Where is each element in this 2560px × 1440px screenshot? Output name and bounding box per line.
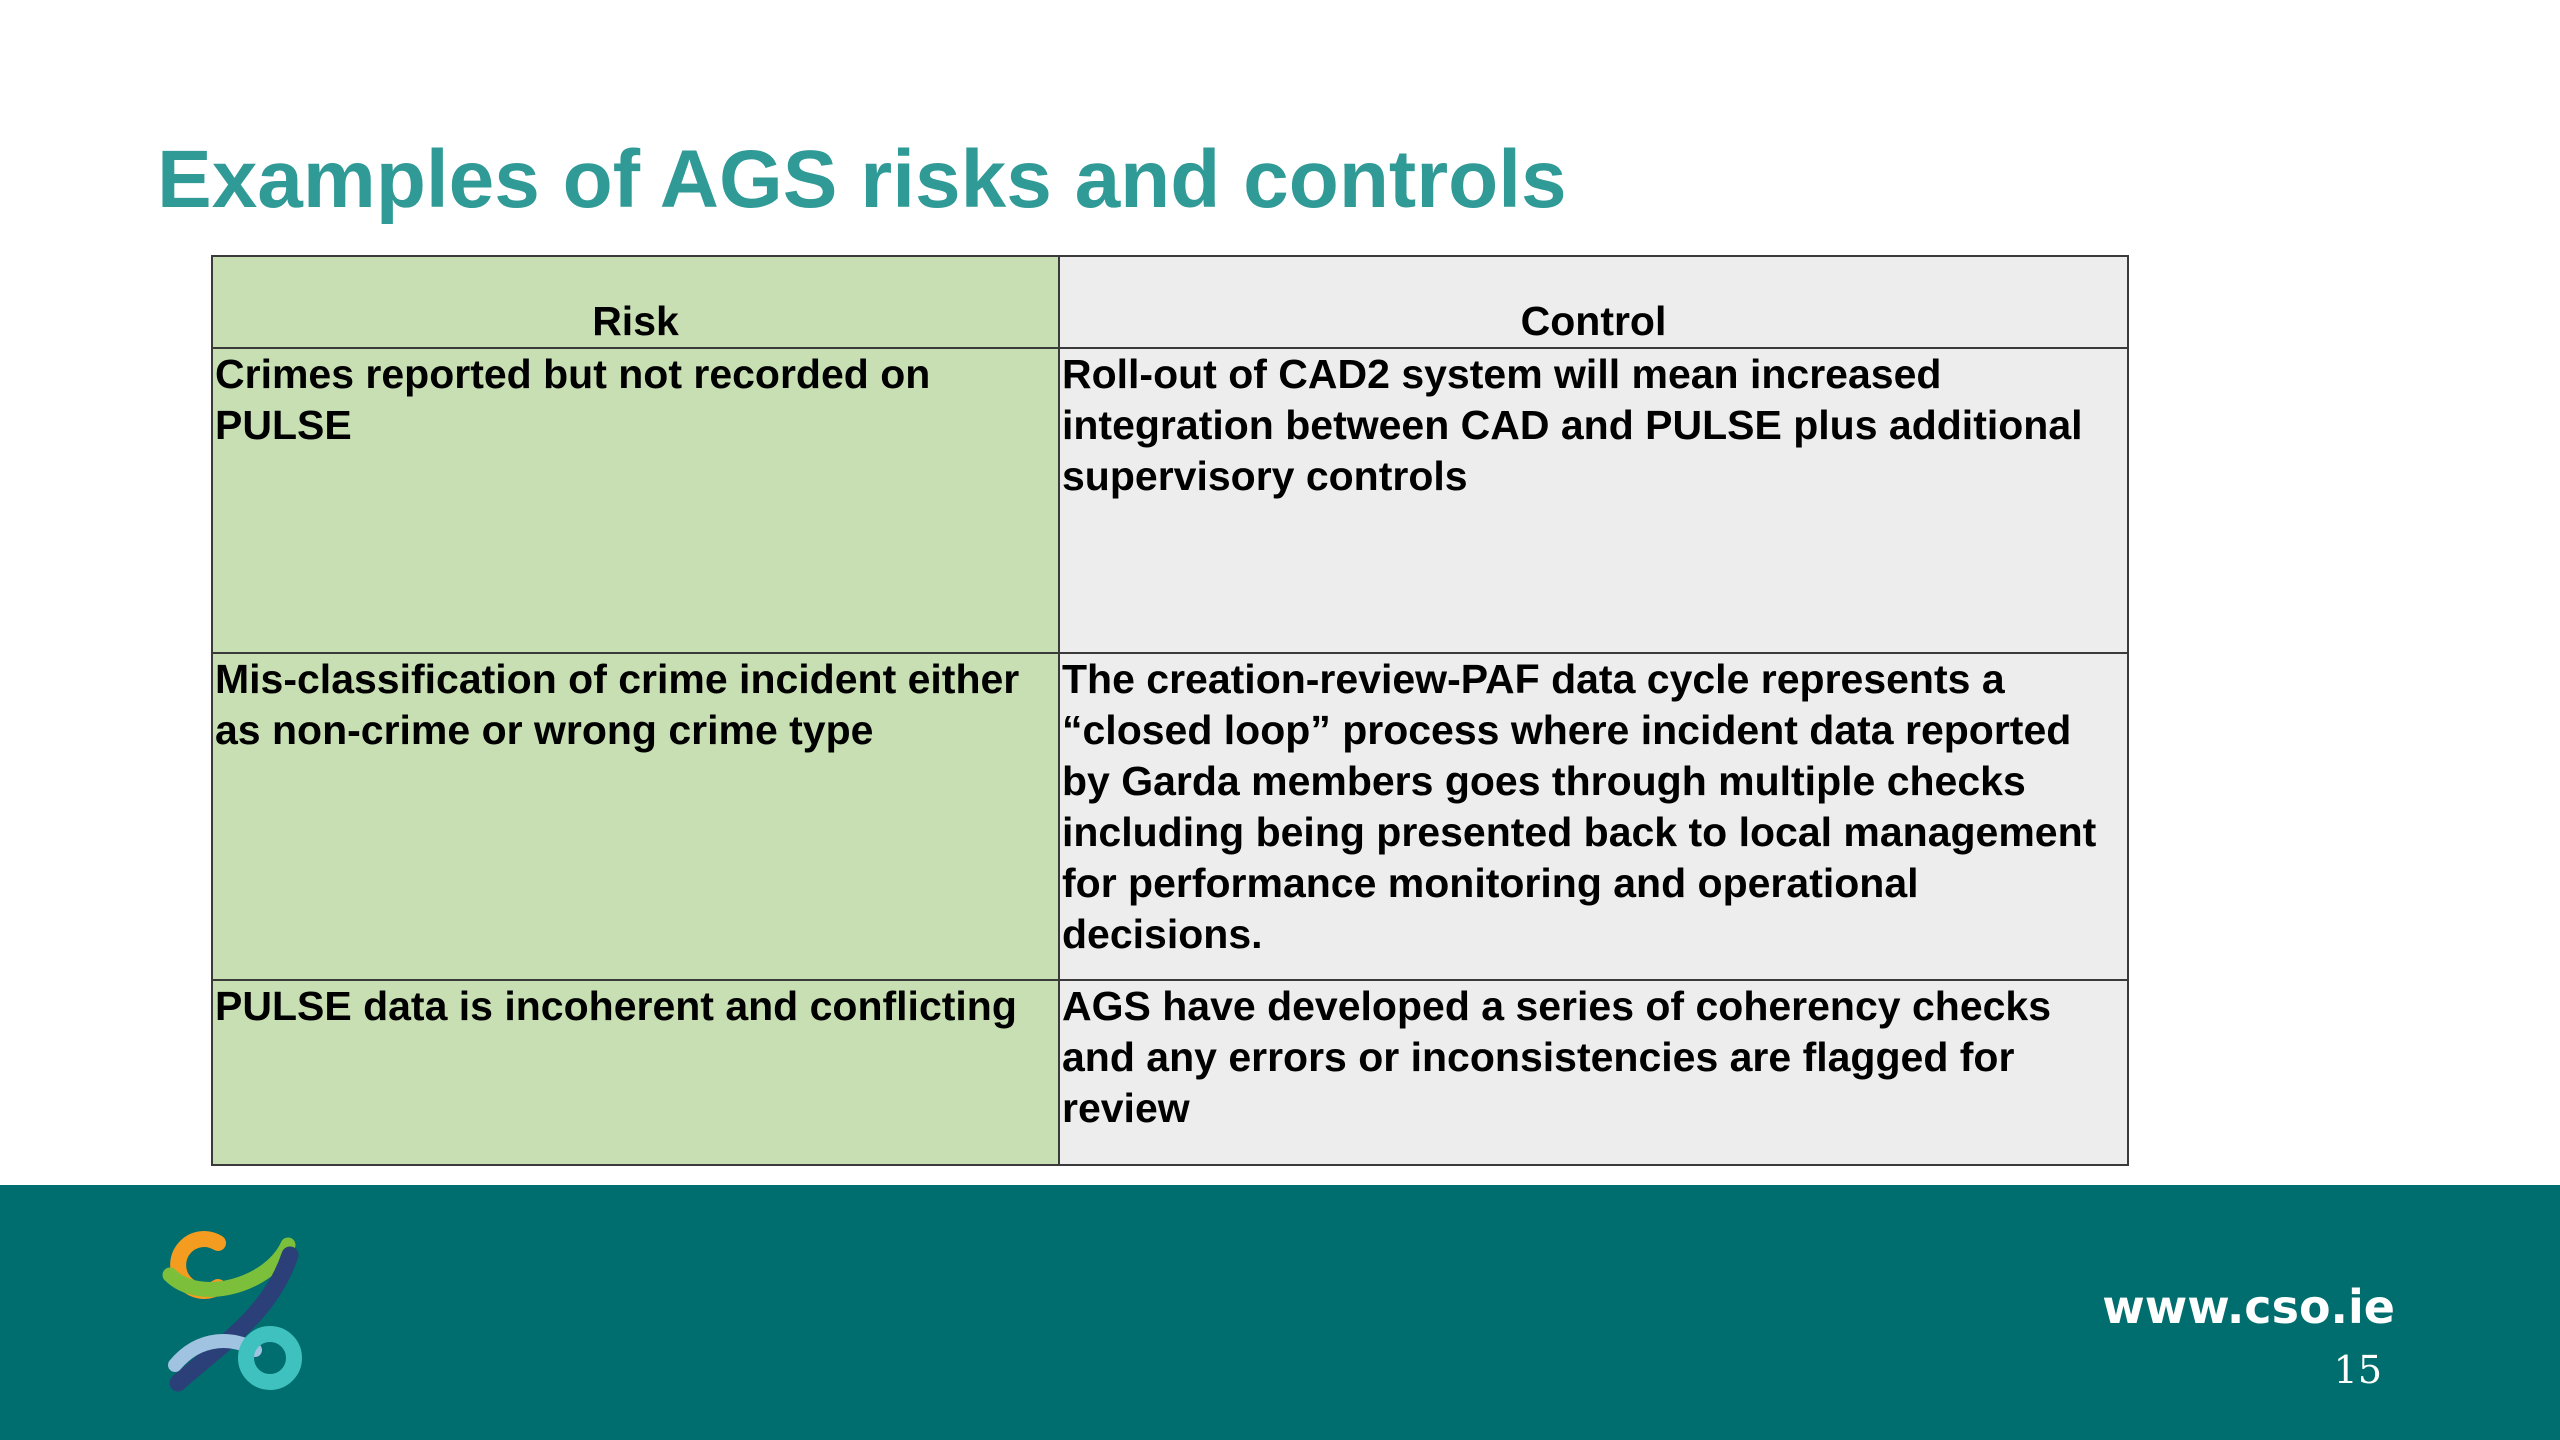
slide-footer xyxy=(0,1185,2560,1440)
table-header-row xyxy=(212,256,2128,348)
table-row xyxy=(212,980,2128,1165)
risk-cell: PULSE data is incoherent and conflicting xyxy=(212,980,1059,1165)
table-row xyxy=(212,653,2128,980)
risk-cell: Crimes reported but not recorded on PULSE xyxy=(212,348,1059,653)
control-column-header: Control xyxy=(1059,256,2128,348)
risk-control-table xyxy=(211,255,2129,1166)
control-cell: The creation-review-PAF data cycle represents a “closed loop” process where incident data reported by Garda members goes through multiple checks including being presented back to local management for performance monitoring and operational decisions. xyxy=(1059,653,2128,980)
cso-logo-icon xyxy=(160,1225,310,1395)
slide-title: Examples of AGS risks and controls xyxy=(157,134,1567,225)
control-cell: Roll-out of CAD2 system will mean increased integration between CAD and PULSE plus additional supervisory controls xyxy=(1059,348,2128,653)
page-number: 15 xyxy=(2333,1348,2382,1392)
risk-cell: Mis-classification of crime incident either as non-crime or wrong crime type xyxy=(212,653,1059,980)
table-row xyxy=(212,348,2128,653)
control-cell: AGS have developed a series of coherency checks and any errors or inconsistencies are flagged for review xyxy=(1059,980,2128,1165)
footer-url: www.cso.ie xyxy=(2102,1280,2395,1334)
risk-column-header: Risk xyxy=(212,256,1059,348)
